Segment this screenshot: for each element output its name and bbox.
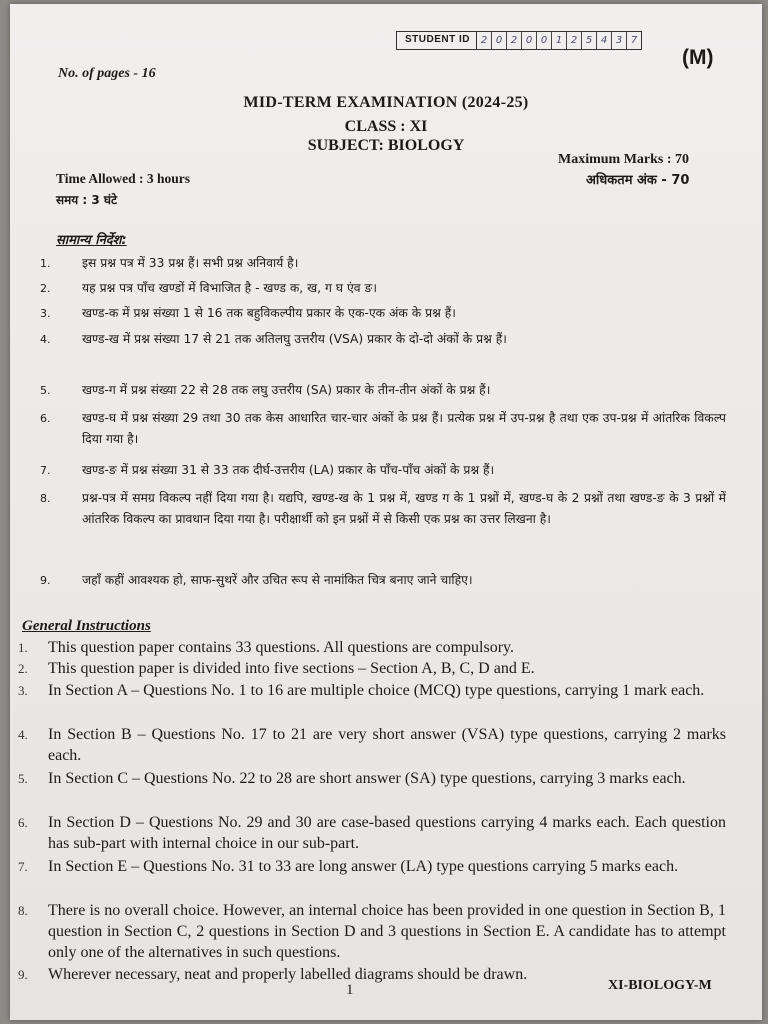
instruction-item [18, 812, 726, 854]
item-number: 6. [18, 815, 28, 830]
paper-code: XI-BIOLOGY-M [608, 978, 712, 993]
item-text: खण्ड-घ में प्रश्न संख्या 29 तथा 30 तक केस आधारित चार-चार अंकों के प्रश्न हैं। प्रत्येक प्रश्न में उप-प्रश्न है तथा एक उप-प्रश्न में आंतरिक विकल्प दिया गया है। [82, 411, 726, 446]
instruction-item [18, 637, 726, 658]
time-allowed-hindi: समय : 3 घंटे [56, 193, 118, 207]
student-id-digit: 0 [522, 32, 537, 49]
item-text: खण्ड-ख में प्रश्न संख्या 17 से 21 तक अतिलघु उत्तरीय (VSA) प्रकार के दो-दो अंकों के प्रश्न हैं। [82, 332, 507, 346]
student-id-digit: 5 [582, 32, 597, 49]
item-text: इस प्रश्न पत्र में 33 प्रश्न हैं। सभी प्रश्न अनिवार्य है। [82, 256, 299, 270]
instruction-item [18, 724, 726, 766]
item-text: जहाँ कहीं आवश्यक हो, साफ-सुथरें और उचित रूप से नामांकित चित्र बनाए जाने चाहिए। [82, 573, 473, 587]
student-id-digit: 4 [597, 32, 612, 49]
student-id-digit: 1 [552, 32, 567, 49]
item-text: खण्ड-ङ में प्रश्न संख्या 31 से 33 तक दीर्घ-उत्तरीय (LA) प्रकार के पाँच-पाँच अंकों के प्रश्न हैं। [82, 463, 495, 477]
student-id-digit: 2 [507, 32, 522, 49]
general-instructions-heading: General Instructions [22, 618, 151, 634]
item-number: 7. [18, 859, 28, 874]
student-id-digit: 2 [567, 32, 582, 49]
item-number: 1. [18, 640, 28, 655]
time-allowed: Time Allowed : 3 hours [56, 171, 191, 186]
item-text: In Section A – Questions No. 1 to 16 are multiple choice (MCQ) type questions, carrying 1 mark each. [48, 682, 705, 699]
hindi-instruction-item [40, 303, 726, 324]
item-text: खण्ड-ग में प्रश्न संख्या 22 से 28 तक लघु उत्तरीय (SA) प्रकार के तीन-तीन अंकों के प्रश्न हैं। [82, 383, 491, 397]
item-number: 2. [18, 661, 28, 676]
item-text: खण्ड-क में प्रश्न संख्या 1 से 16 तक बहुविकल्पीय प्रकार के एक-एक अंक के प्रश्न हैं। [82, 306, 456, 320]
item-text: Wherever necessary, neat and properly labelled diagrams should be drawn. [48, 966, 528, 983]
page-number: 1 [346, 982, 354, 998]
exam-title: MID-TERM EXAMINATION (2024-25) [243, 94, 529, 111]
page-count: No. of pages - 16 [58, 66, 156, 81]
student-id-label: STUDENT ID [397, 32, 477, 49]
item-number: 4. [18, 727, 28, 742]
hindi-instruction-item [40, 253, 726, 274]
item-text: प्रश्न-पत्र में समग्र विकल्प नहीं दिया गया है। यद्यपि, खण्ड-ख के 1 प्रश्न में, खण्ड ग के 1 प्रश्नों में, खण्ड-घ के 2 प्रश्नों तथा खण्ड-ङ के 3 प्रश्नों में आंतरिक विकल्प का प्रावधान दिया गया है। परीक्षार्थी को इन प्रश्नों में से किसी एक प्रश्न का उत्तर लिखना है। [82, 491, 726, 526]
hindi-instruction-item [40, 408, 726, 450]
item-number: 5. [40, 384, 51, 397]
item-text: यह प्रश्न पत्र पाँच खण्डों में विभाजित है - खण्ड क, ख, ग घ एंव ङ। [82, 281, 378, 295]
student-id-digit: 2 [477, 32, 492, 49]
instruction-item [18, 680, 726, 701]
hindi-instruction-item [40, 278, 726, 299]
hindi-instruction-item [40, 460, 726, 481]
class-label: CLASS : XI [344, 118, 428, 135]
item-text: In Section B – Questions No. 17 to 21 are very short answer (VSA) type questions, carrying 2 marks each. [48, 726, 726, 764]
item-number: 4. [40, 333, 51, 346]
item-text: In Section C – Questions No. 22 to 28 are short answer (SA) type questions, carrying 3 marks each. [48, 770, 686, 787]
item-text: This question paper is divided into five sections – Section A, B, C, D and E. [48, 660, 535, 677]
item-number: 9. [40, 574, 51, 587]
item-number: 8. [18, 903, 28, 918]
item-number: 5. [18, 771, 28, 786]
item-text: In Section E – Questions No. 31 to 33 are long answer (LA) type questions carrying 5 marks each. [48, 858, 679, 875]
student-id-digit: 3 [612, 32, 627, 49]
item-number: 3. [40, 307, 51, 320]
hindi-instruction-item [40, 488, 726, 530]
student-id-digit: 7 [630, 35, 638, 46]
item-number: 1. [40, 257, 51, 270]
exam-paper-page [10, 4, 762, 1020]
hindi-instruction-item [40, 380, 726, 401]
item-number: 6. [40, 412, 51, 425]
hindi-instruction-item [40, 329, 726, 350]
instruction-item [18, 658, 726, 679]
item-number: 7. [40, 464, 51, 477]
item-text: In Section D – Questions No. 29 and 30 are case-based questions carrying 4 marks each. Each question has sub-part with internal choice in our sub-part. [48, 814, 726, 852]
item-text: This question paper contains 33 questions. All questions are compulsory. [48, 639, 515, 656]
instruction-item [18, 900, 726, 963]
max-marks-hindi: अधिकतम अंक - 70 [586, 173, 690, 188]
student-id-box [396, 31, 642, 50]
item-number: 3. [18, 683, 28, 698]
hindi-instruction-item [40, 570, 726, 591]
max-marks: Maximum Marks : 70 [558, 152, 690, 167]
instruction-item [18, 856, 726, 877]
hindi-instructions-heading: सामान्य निर्देश: [56, 233, 127, 248]
item-text: There is no overall choice. However, an internal choice has been provided in one question in Section B, 1 question in Section C, 2 questions in Section D and 3 questions in Section E. A candidate has to attempt only one of the alternatives in such questions. [48, 902, 726, 961]
item-number: 2. [40, 282, 51, 295]
student-id-digit: 0 [492, 32, 507, 49]
set-code: (M) [682, 46, 714, 69]
student-id-digit: 0 [537, 32, 552, 49]
item-number: 9. [18, 967, 28, 982]
subject-label: SUBJECT: BIOLOGY [307, 137, 465, 154]
instruction-item [18, 768, 726, 789]
item-number: 8. [40, 492, 51, 505]
